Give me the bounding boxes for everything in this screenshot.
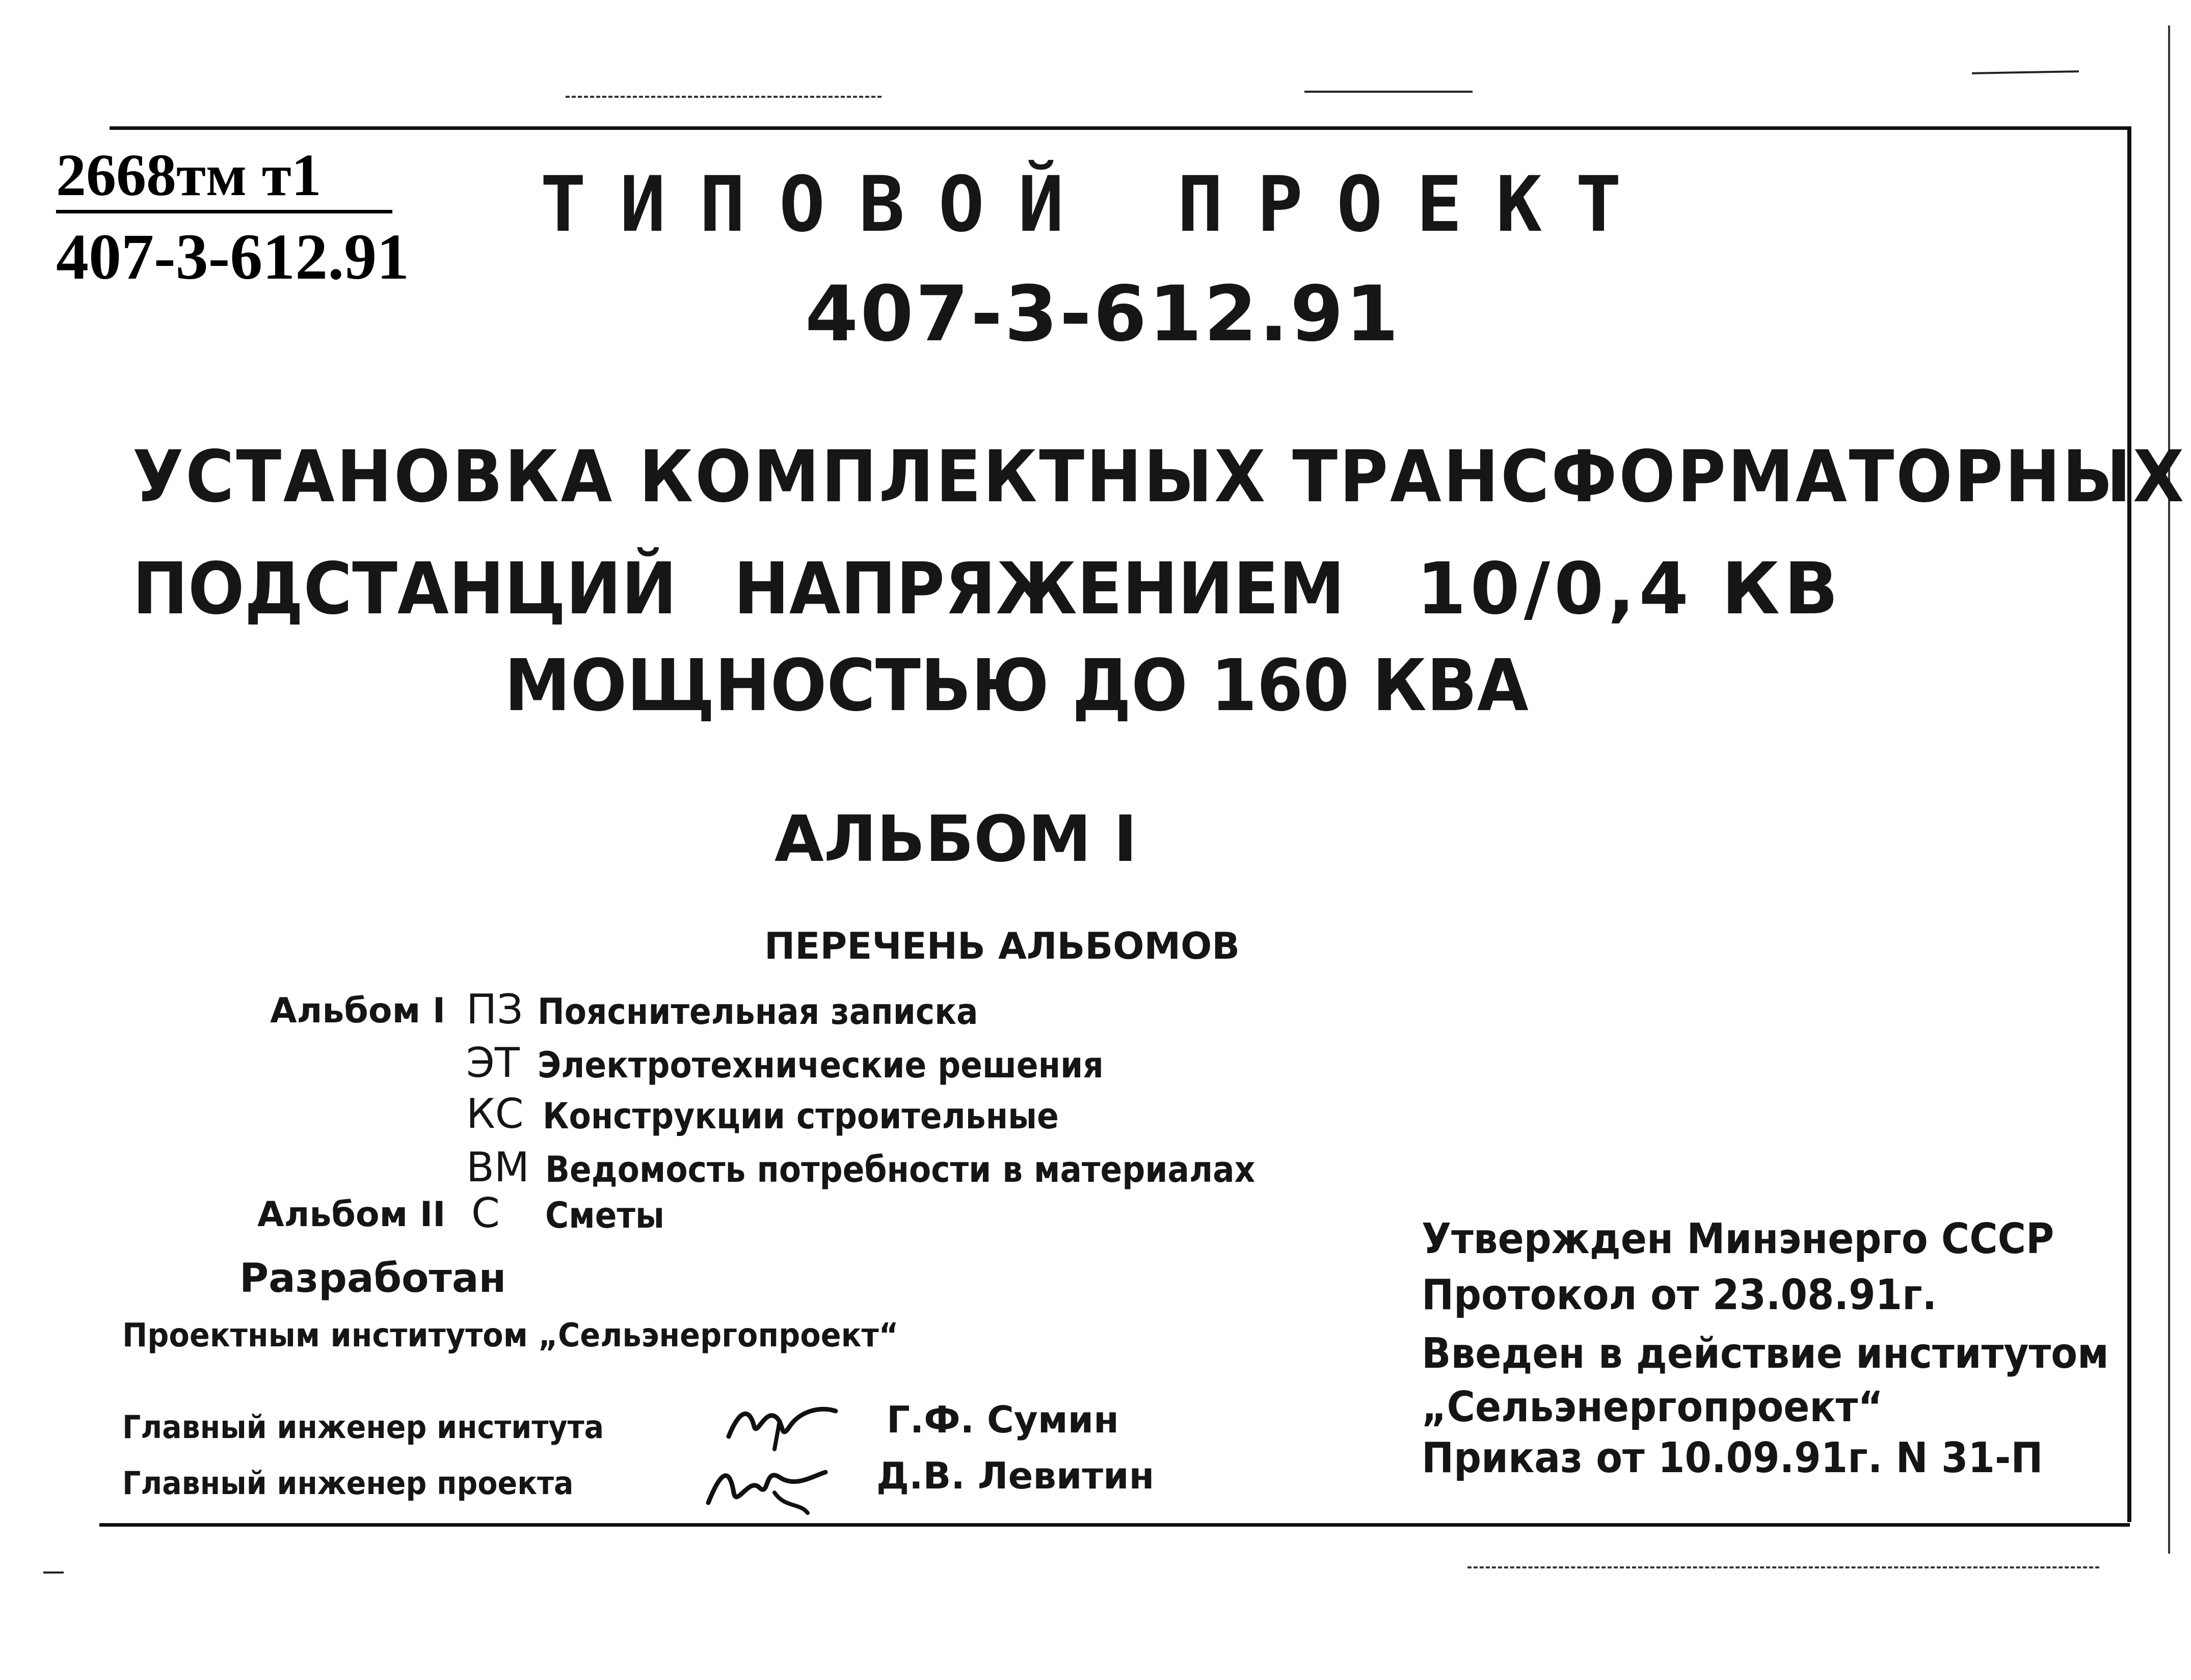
developer-organization: Проектным институтом „Сельэнергопроект“ <box>122 1317 899 1354</box>
chief-engineer-name: Г.Ф. Сумин <box>887 1398 1119 1441</box>
approval-line: Приказ от 10.09.91г. N 31-П <box>1422 1434 2043 1482</box>
signature-sumin <box>718 1391 841 1454</box>
subject-line-2-part-1: ПОДСТАНЦИЙ <box>132 548 677 631</box>
subject-line-1: УСТАНОВКА КОМПЛЕКТНЫХ ТРАНСФОРМАТОРНЫХ <box>132 436 2186 519</box>
album-item-text: Конструкции строительные <box>543 1095 1059 1137</box>
frame-bottom-border <box>99 1523 2130 1527</box>
document-title: ТИПОВОЙ ПРОЕКТ <box>540 160 1655 249</box>
project-engineer-role: Главный инженер проекта <box>122 1465 574 1502</box>
approval-line: „Сельэнергопроект“ <box>1422 1383 1883 1431</box>
album-item-code: ВМ <box>466 1144 529 1191</box>
scan-artifact-line <box>566 96 881 98</box>
signature-levitin <box>698 1447 831 1520</box>
album-item-text: Сметы <box>545 1195 664 1236</box>
stamp-project-number: 407-3-612.91 <box>56 221 410 293</box>
album-list-title: ПЕРЕЧЕНЬ АЛЬБОМОВ <box>764 925 1240 967</box>
album-heading: АЛЬБОМ I <box>774 802 1137 876</box>
stamp-underline <box>56 210 392 213</box>
album-item-code: ЭТ <box>466 1039 520 1087</box>
album-label: Альбом II <box>257 1195 446 1235</box>
developed-label: Разработан <box>239 1256 506 1302</box>
album-item-code: С <box>471 1189 500 1237</box>
album-item-code: ПЗ <box>466 986 523 1033</box>
subject-line-2-part-3: 10/0,4 КВ <box>1417 548 1842 631</box>
album-label: Альбом I <box>270 991 446 1031</box>
approval-line: Введен в действие институтом <box>1422 1330 2109 1378</box>
project-engineer-name: Д.В. Левитин <box>876 1454 1155 1497</box>
approval-line: Протокол от 23.08.91г. <box>1422 1271 1937 1319</box>
scan-artifact-edge <box>2168 25 2170 1554</box>
album-item-text: Пояснительная записка <box>538 991 978 1033</box>
scan-artifact-line <box>1467 1566 2099 1568</box>
album-item-code: КС <box>466 1090 524 1137</box>
album-item-text: Ведомость потребности в материалах <box>545 1149 1255 1190</box>
scan-artifact-line <box>43 1571 64 1574</box>
stamp-code: 2668тм т1 <box>56 142 322 208</box>
approval-line: Утвержден Минэнерго СССР <box>1422 1215 2054 1263</box>
scan-artifact-line <box>1972 70 2079 74</box>
frame-top-border <box>110 126 2127 130</box>
frame-right-border <box>2127 126 2131 1522</box>
chief-engineer-role: Главный инженер института <box>122 1408 604 1446</box>
scan-artifact-line <box>1304 91 1473 93</box>
document-number: 407-3-612.91 <box>805 270 1401 359</box>
album-item-text: Электротехнические решения <box>538 1044 1104 1086</box>
subject-line-2-part-2: НАПРЯЖЕНИЕМ <box>734 548 1345 631</box>
subject-line-3: МОЩНОСТЬЮ ДО 160 КВА <box>504 644 1529 727</box>
